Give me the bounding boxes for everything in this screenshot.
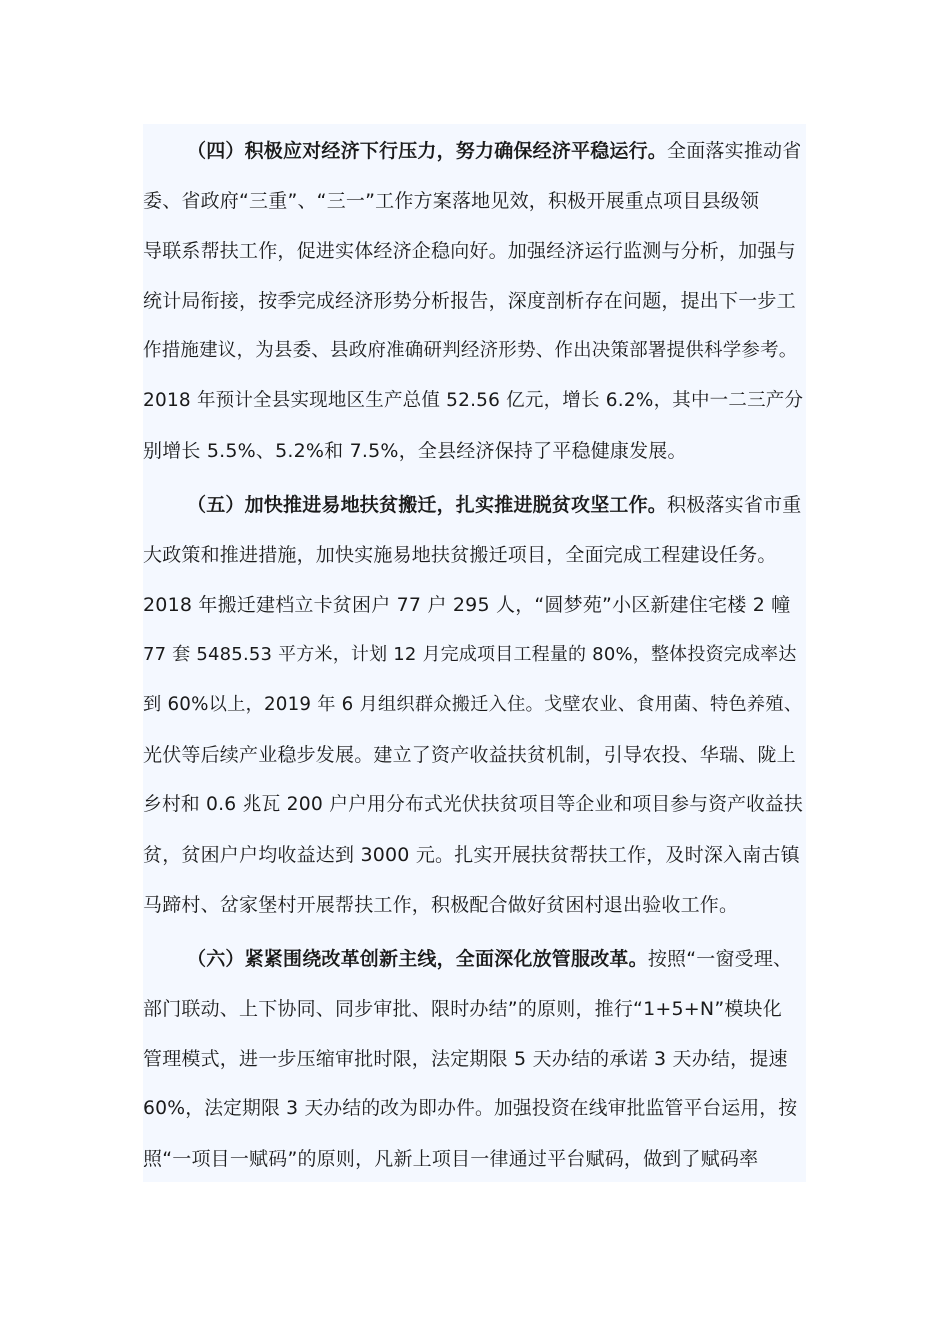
paragraph-heading: （四）积极应对经济下行压力，努力确保经济平稳运行。 — [187, 140, 668, 162]
paragraph-text: 按照“一窗受理、 — [647, 948, 793, 970]
paragraph-text: 全面落实推动省 — [667, 140, 802, 162]
paragraph-2-line-2: 大政策和推进措施，加快实施易地扶贫搬迁项目，全面完成工程建设任务。 — [143, 544, 777, 566]
paragraph-2-line-9: 马蹄村、岔家堡村开展帮扶工作，积极配合做好贫困村退出验收工作。 — [143, 894, 739, 916]
paragraph-1-line-5: 作措施建议，为县委、县政府准确研判经济形势、作出决策部署提供科学参考。 — [143, 340, 798, 361]
paragraph-1-line-2: 委、省政府“三重”、“三一”工作方案落地见效，积极开展重点项目县级领 — [143, 190, 760, 212]
paragraph-3-line-3: 管理模式，进一步压缩审批时限，法定期限 5 天办结的承诺 3 天办结，提速 — [143, 1048, 788, 1070]
paragraph-heading: （五）加快推进易地扶贫搬迁，扎实推进脱贫攻坚工作。 — [187, 494, 668, 516]
paragraph-1-line-1 — [187, 136, 801, 166]
paragraph-2-line-6: 光伏等后续产业稳步发展。建立了资产收益扶贫机制，引导农投、华瑞、陇上 — [143, 744, 796, 766]
paragraph-2-line-5: 到 60%以上，2019 年 6 月组织群众搬迁入住。戈壁农业、食用菌、特色养殖、 — [143, 694, 803, 715]
paragraph-3-line-2: 部门联动、上下协同、同步审批、限时办结”的原则，推行“1+5+N”模块化 — [143, 998, 782, 1020]
paragraph-3-line-5: 照“一项目一赋码”的原则，凡新上项目一律通过平台赋码，做到了赋码率 — [143, 1148, 759, 1170]
paragraph-2-line-3: 2018 年搬迁建档立卡贫困户 77 户 295 人，“圆梦苑”小区新建住宅楼 2 幢 — [143, 594, 791, 616]
paragraph-2-line-7: 乡村和 0.6 兆瓦 200 户户用分布式光伏扶贫项目等企业和项目参与资产收益扶 — [143, 794, 803, 815]
paragraph-3-line-4: 60%，法定期限 3 天办结的改为即办件。加强投资在线审批监管平台运用，按 — [143, 1098, 798, 1119]
paragraph-2-line-4: 77 套 5485.53 平方米，计划 12 月完成项目工程量的 80%，整体投资完成率达 — [143, 644, 797, 665]
paragraph-1-line-6: 2018 年预计全县实现地区生产总值 52.56 亿元，增长 6.2%，其中一二三产分 — [143, 390, 804, 411]
paragraph-heading: （六）紧紧围绕改革创新主线，全面深化放管服改革。 — [187, 948, 648, 970]
paragraph-1-line-4: 统计局衔接，按季完成经济形势分析报告，深度剖析存在问题，提出下一步工 — [143, 290, 796, 312]
paragraph-1-line-7: 别增长 5.5%、5.2%和 7.5%，全县经济保持了平稳健康发展。 — [143, 440, 687, 462]
paragraph-2-line-8: 贫，贫困户户均收益达到 3000 元。扎实开展扶贫帮扶工作，及时深入南古镇 — [143, 844, 800, 866]
paragraph-2-line-1 — [187, 490, 801, 520]
paragraph-1-line-3: 导联系帮扶工作，促进实体经济企稳向好。加强经济运行监测与分析，加强与 — [143, 240, 796, 262]
paragraph-3-line-1 — [187, 944, 792, 974]
paragraph-text: 积极落实省市重 — [667, 494, 802, 516]
document-text-block — [143, 124, 806, 1182]
